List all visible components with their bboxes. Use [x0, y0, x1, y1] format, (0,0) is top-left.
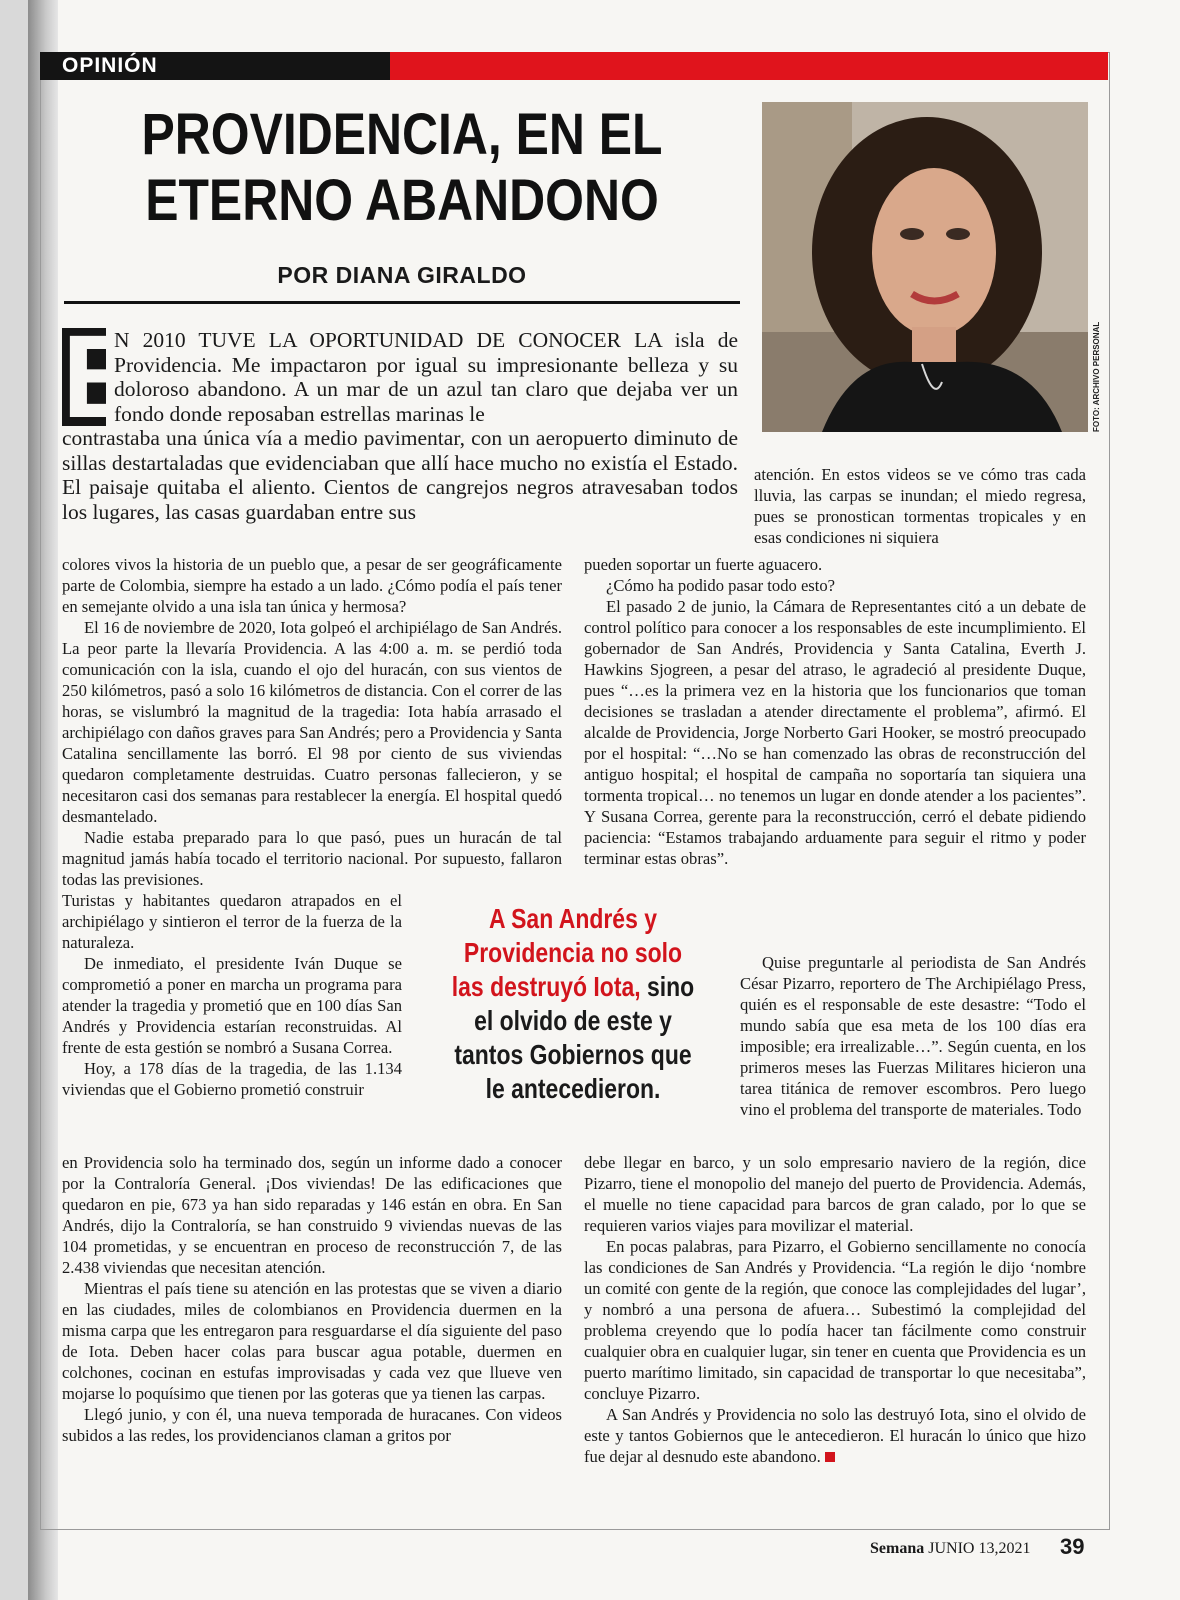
right-column-narrow	[740, 952, 1086, 1120]
right-paragraph-2: ¿Cómo ha podido pasar todo esto?	[606, 576, 836, 595]
page-footer	[870, 1534, 1085, 1559]
left-paragraph-6: Mientras el país tiene su atención en las protestas que se viven a diario en las ciudades, miles de colombianos en Providencia duermen en la misma carpa que les entregaron para resguardarse el día siguiente del paso de Iota. Deben hacer colas para buscar agua potable, duermen en colchones, cocinan en estufas improvisadas y cada vez que llueve ven mojarse lo poquísimo que tienen por las goteras que ya tienen las carpas.	[62, 1279, 562, 1403]
right-paragraph-3: El pasado 2 de junio, la Cámara de Representantes citó a un debate de control político para conocer a los responsables de este incumplimiento. El gobernador de San Andrés, Providencia y Santa Catalina, Everth J. Hawkins Sjogreen, a pesar del atraso, le agradeció al presidente Duque, pues “…es la primera vez en la historia que los funcionarios que toman decisiones se trasladan a atender directamente el problema”, afirmó. El alcalde de Providencia, Jorge Norberto Gari Hooker, se mostró preocupado por el hospital: “…No se han comenzado las obras de reconstrucción del antiguo hospital; el hospital de campaña no soportaría tan siquiera una tormenta tropical… no tenemos un lugar en donde atender a los pacientes”. Y Susana Correa, gerente para la reconstrucción, cerró el debate pidiendo paciencia: “Estamos trabajando arduamente para seguir el ritmo y poder terminar estas obras”.	[584, 597, 1086, 868]
left-paragraph-7: Llegó junio, y con él, una nueva temporada de huracanes. Con videos subidos a las redes, los providencianos claman a gritos por	[62, 1405, 562, 1445]
drop-cap: E	[62, 311, 141, 443]
photo-credit: FOTO: ARCHIVO PERSONAL	[1092, 321, 1101, 432]
headline-rule	[64, 301, 740, 304]
left-paragraph-1: colores vivos la historia de un pueblo que, a pesar de ser geográficamente parte de Colombia, siempre ha estado a un lado. ¿Cómo podía el país tener en semejante olvido a una isla tan única y hermosa?	[62, 555, 562, 616]
right-paragraph-4: Quise preguntarle al periodista de San Andrés César Pizarro, reportero de The Archipiélago Press, quién es el responsable de este desastre: “Todo el mundo sabía que esa meta de los 100 días era imposible; era irrealizable…”. Según cuenta, en los primeros meses las Fuerzas Militares hicieron una tarea titánica de remover escombros. Pero luego vino el problema del transporte de materiales. Todo	[740, 953, 1086, 1119]
pull-quote-red: A San Andrés y Providencia no solo las destruyó Iota,	[451, 903, 683, 1002]
right-paragraph-4-continued: debe llegar en barco, y un solo empresario naviero de la región, dice Pizarro, tiene el monopolio del manejo del puerto de Providencia. Además, el muelle no tiene capacidad para barcos de gran calado, por lo que se requieren varios viajes para movilizar el material.	[584, 1153, 1086, 1235]
lead-paragraph-part-1: N 2010 TUVE LA OPORTUNIDAD DE CONOCER LA isla de Providencia. Me impactaron por igual su impresionante belleza y su doloroso abandono. A un mar de un azul tan claro que dejaba ver un fondo donde reposaban estrellas marinas le	[114, 328, 738, 426]
author-portrait-illustration	[762, 102, 1088, 432]
end-mark-icon	[825, 1452, 835, 1462]
lead-paragraph-part-2: contrastaba una única vía a medio pavimentar, con un aeropuerto diminuto de sillas destartaladas que evidenciaban que allí hace mucho no existía el Estado. El paisaje quitaba el aliento. Cientos de cangrejos negros atravesaban todos los lugares, las casas guardaban entre sus	[62, 426, 738, 524]
right-column-main	[584, 554, 1086, 869]
page-number: 39	[1060, 1534, 1085, 1559]
left-column-bottom	[62, 1152, 562, 1446]
left-column-narrow	[62, 890, 402, 1100]
pull-quote-black: sino el olvido de este y tantos Gobiernos que le antecedieron.	[454, 971, 695, 1104]
left-paragraph-5-start: Hoy, a 178 días de la tragedia, de las 1.134 viviendas que el Gobierno prometió construir	[62, 1059, 402, 1099]
left-paragraph-2: El 16 de noviembre de 2020, Iota golpeó el archipiélago de San Andrés. La peor parte la llevaría Providencia. A las 4:00 a. m. se perdió toda comunicación con la isla, cuando el ojo del huracán, con sus vientos de 250 kilómetros, pasó a solo 16 kilómetros de distancia. Con el correr de las horas, se vislumbró la magnitud de la tragedia: Iota había arrasado el archipiélago con daños graves para San Andrés; pero a Providencia y Santa Catalina sencillamente las borró. El 98 por ciento de sus viviendas quedaron completamente destruidas. Cuatro personas fallecieron, y se necesitaron casi dos semanas para restablecer la energía. El hospital quedó desmantelado.	[62, 618, 562, 826]
right-paragraph-5: En pocas palabras, para Pizarro, el Gobierno sencillamente no conocía las condiciones de San Andrés y Providencia. “La región le dijo ‘nombre un comité con gente de la región, que conoce las complejidades del lugar’, y nombró a una persona de afuera… Subestimó la complejidad del problema creyendo que lo podía hacer tan fácilmente como construir cualquier obra en cualquier lugar, sin tener en cuenta que Providencia es un puerto marítimo limitado, sin capacidad de transportar lo que necesitaba”, concluye Pizarro.	[584, 1237, 1086, 1403]
right-column-bottom	[584, 1152, 1086, 1467]
headline: PROVIDENCIA, EN EL ETERNO ABANDONO	[141, 102, 663, 233]
left-paragraph-5-continued: en Providencia solo ha terminado dos, según un informe dado a conocer por la Contraloría General. ¡Dos viviendas! De las edificaciones que quedaron en pie, 673 ya han sido reparadas y 146 están en obra. En San Andrés, dijo la Contraloría, se han construido 9 viviendas nuevas de las 104 prometidas, y se encuentran en proceso de reconstrucción 7, de las 2.438 viviendas que necesitan atención.	[62, 1153, 562, 1277]
section-bar-red	[390, 52, 1108, 80]
right-paragraph-6-text: A San Andrés y Providencia no solo las destruyó Iota, sino el olvido de este y tantos Gobiernos que le antecedieron. El huracán lo único que hizo fue dejar al desnudo este abandono.	[584, 1405, 1086, 1466]
left-paragraph-3-continued: Turistas y habitantes quedaron atrapados en el archipiélago y sintieron el terror de la fuerza de la naturaleza.	[62, 891, 402, 952]
pull-quote	[448, 902, 699, 1106]
right-column-top	[754, 464, 1086, 548]
footer-date: JUNIO 13,2021	[928, 1540, 1031, 1557]
right-paragraph-top: atención. En estos videos se ve cómo tras cada lluvia, las carpas se inundan; el miedo regresa, pues se pronostican tormentas tropicales y en esas condiciones ni siquiera	[754, 465, 1086, 547]
left-paragraph-4: De inmediato, el presidente Iván Duque se comprometió a poner en marcha un programa para atender la tragedia y prometió que en 100 días San Andrés y Providencia estarían reconstruidas. Al frente de esta gestión se nombró a Susana Correa.	[62, 954, 402, 1057]
right-paragraph-6	[584, 1404, 1086, 1467]
left-column-top	[62, 554, 562, 890]
left-paragraph-3: Nadie estaba preparado para lo que pasó, pues un huracán de tal magnitud jamás había tocado el territorio nacional. Por supuesto, fallaron todas las previsiones.	[62, 828, 562, 889]
byline: POR DIANA GIRALDO	[277, 262, 527, 288]
right-paragraph-1: pueden soportar un fuerte aguacero.	[584, 555, 823, 574]
author-photo	[762, 102, 1088, 432]
footer-brand: Semana	[870, 1540, 925, 1557]
section-label: OPINIÓN	[62, 54, 158, 77]
section-bar	[40, 52, 1108, 80]
